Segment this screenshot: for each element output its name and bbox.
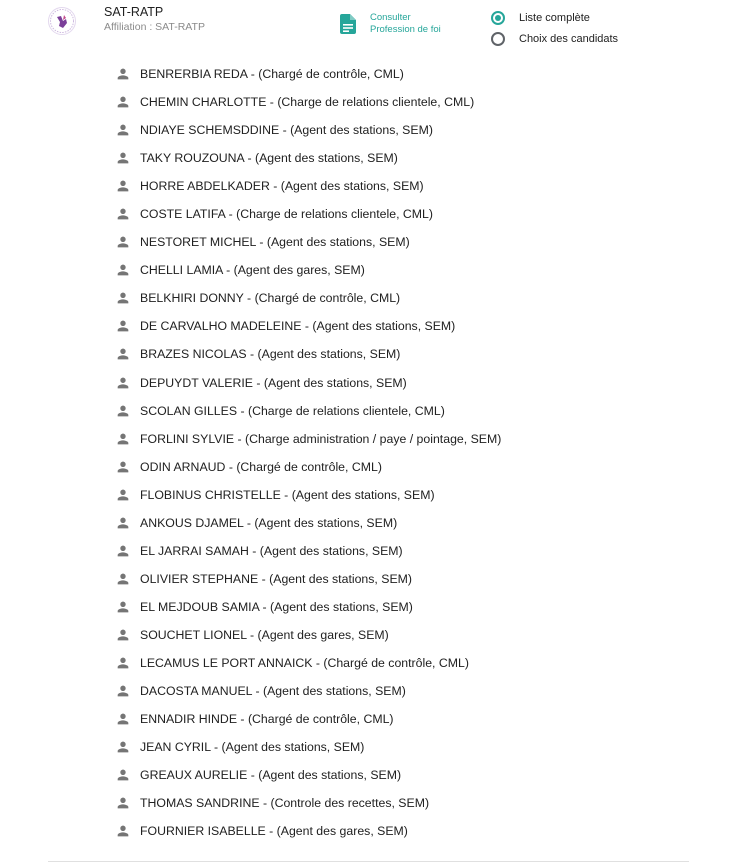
candidate-name: GREAUX AURELIE - (Agent des stations, SEM): [140, 768, 402, 783]
divider: [48, 861, 689, 862]
person-icon: [115, 739, 131, 755]
candidate-item: [115, 256, 501, 284]
candidate-item: [115, 537, 501, 565]
candidate-item: [115, 88, 501, 116]
candidate-item: [115, 340, 501, 368]
person-icon: [115, 543, 131, 559]
radio-label: Liste complète: [519, 11, 590, 24]
radio-liste-complete[interactable]: [491, 7, 618, 28]
radio-label: Choix des candidats: [519, 32, 619, 45]
person-icon: [115, 571, 131, 587]
person-icon: [115, 795, 131, 811]
candidate-item: [115, 425, 501, 453]
candidate-name: DE CARVALHO MADELEINE - (Agent des stations, SEM): [140, 319, 456, 334]
candidate-item: [115, 60, 501, 88]
candidate-name: NESTORET MICHEL - (Agent des stations, SEM): [140, 235, 410, 250]
person-icon: [115, 487, 131, 503]
candidate-item: [115, 677, 501, 705]
person-icon: [115, 375, 131, 391]
person-icon: [115, 234, 131, 250]
candidate-name: BELKHIRI DONNY - (Chargé de contrôle, CML): [140, 291, 401, 306]
document-icon: [340, 14, 356, 34]
consult-label: Consulter: [370, 12, 411, 23]
candidate-name: DACOSTA MANUEL - (Agent des stations, SEM): [140, 684, 406, 699]
candidate-item: [115, 284, 501, 312]
consult-profession-de-foi-link[interactable]: [340, 12, 441, 36]
person-icon: [115, 346, 131, 362]
candidate-item: [115, 481, 501, 509]
candidate-item: [115, 621, 501, 649]
candidate-item: [115, 705, 501, 733]
candidate-name: FORLINI SYLVIE - (Charge administration / paye / pointage, SEM): [140, 431, 502, 446]
candidate-item: [115, 200, 501, 228]
person-icon: [115, 122, 131, 138]
person-icon: [115, 627, 131, 643]
candidate-item: [115, 453, 501, 481]
candidate-item: [115, 593, 501, 621]
candidate-name: COSTE LATIFA - (Charge de relations clientele, CML): [140, 207, 433, 222]
candidate-name: BRAZES NICOLAS - (Agent des stations, SEM): [140, 347, 401, 362]
affiliation-text: Affiliation : SAT-RATP: [104, 21, 205, 33]
person-icon: [115, 178, 131, 194]
person-icon: [115, 711, 131, 727]
candidate-item: [115, 312, 501, 340]
candidate-name: HORRE ABDELKADER - (Agent des stations, SEM): [140, 179, 424, 194]
candidate-name: NDIAYE SCHEMSDDINE - (Agent des stations, SEM): [140, 123, 433, 138]
candidate-name: LECAMUS LE PORT ANNAICK - (Chargé de contrôle, CML): [140, 656, 469, 670]
candidate-name: CHELLI LAMIA - (Agent des gares, SEM): [140, 263, 365, 278]
candidate-item: [115, 369, 501, 397]
radio-checked-icon[interactable]: [491, 11, 505, 25]
candidate-name: SCOLAN GILLES - (Charge de relations clientele, CML): [140, 403, 445, 418]
person-icon: [115, 403, 131, 419]
person-icon: [115, 206, 131, 222]
person-icon: [115, 459, 131, 475]
candidate-item: [115, 509, 501, 537]
person-icon: [115, 683, 131, 699]
organization-name: SAT-RATP: [104, 5, 164, 19]
candidate-name: EL JARRAI SAMAH - (Agent des stations, SEM): [140, 543, 403, 558]
candidate-name: OLIVIER STEPHANE - (Agent des stations, SEM): [140, 571, 412, 586]
candidate-item: [115, 228, 501, 256]
list-header: [0, 0, 740, 60]
person-icon: [115, 823, 131, 839]
candidate-name: THOMAS SANDRINE - (Controle des recettes, SEM): [140, 796, 430, 811]
candidate-item: [115, 565, 501, 593]
candidate-list: [115, 60, 501, 845]
candidate-name: EL MEJDOUB SAMIA - (Agent des stations, SEM): [140, 599, 413, 614]
person-icon: [115, 150, 131, 166]
candidate-name: DEPUYDT VALERIE - (Agent des stations, SEM): [140, 375, 407, 390]
candidate-item: [115, 817, 501, 845]
candidate-item: [115, 733, 501, 761]
candidate-item: [115, 116, 501, 144]
candidate-name: SOUCHET LIONEL - (Agent des gares, SEM): [140, 627, 389, 642]
candidate-item: [115, 789, 501, 817]
person-icon: [115, 66, 131, 82]
candidate-name: FLOBINUS CHRISTELLE - (Agent des stations, SEM): [140, 487, 435, 502]
radio-unchecked-icon[interactable]: [491, 32, 505, 46]
person-icon: [115, 290, 131, 306]
candidate-item: [115, 172, 501, 200]
candidate-item: [115, 761, 501, 789]
union-logo: [48, 7, 76, 35]
view-mode-radio-group: [491, 7, 618, 49]
person-icon: [115, 431, 131, 447]
candidate-item: [115, 649, 501, 677]
person-icon: [115, 767, 131, 783]
person-icon: [115, 318, 131, 334]
person-icon: [115, 655, 131, 671]
candidate-item: [115, 144, 501, 172]
candidate-name: TAKY ROUZOUNA - (Agent des stations, SEM): [140, 151, 398, 166]
radio-choix-des-candidats[interactable]: [491, 28, 618, 49]
candidate-name: CHEMIN CHARLOTTE - (Charge de relations clientele, CML): [140, 95, 475, 110]
consult-sublabel: Profession de foi: [370, 24, 441, 35]
candidate-name: JEAN CYRIL - (Agent des stations, SEM): [140, 740, 365, 755]
candidate-name: ANKOUS DJAMEL - (Agent des stations, SEM): [140, 515, 398, 530]
person-icon: [115, 94, 131, 110]
person-icon: [115, 599, 131, 615]
candidate-item: [115, 397, 501, 425]
candidate-name: FOURNIER ISABELLE - (Agent des gares, SEM): [140, 824, 408, 839]
person-icon: [115, 262, 131, 278]
candidate-name: BENRERBIA REDA - (Chargé de contrôle, CML): [140, 67, 404, 82]
candidate-name: ENNADIR HINDE - (Chargé de contrôle, CML): [140, 712, 394, 727]
person-icon: [115, 515, 131, 531]
candidate-name: ODIN ARNAUD - (Chargé de contrôle, CML): [140, 459, 382, 474]
